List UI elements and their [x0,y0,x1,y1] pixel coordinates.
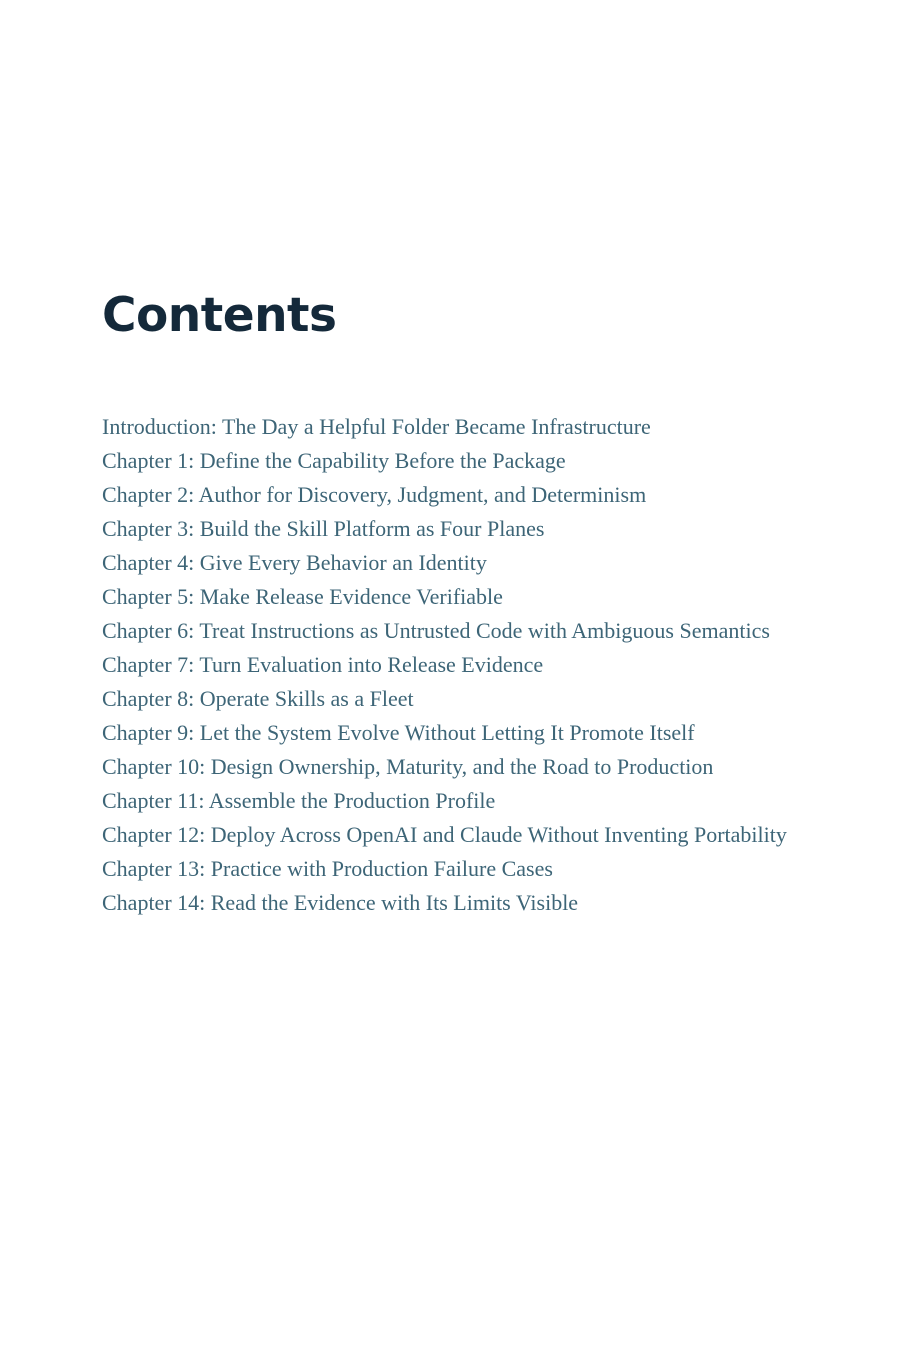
toc-link-chapter-1[interactable]: Chapter 1: Define the Capability Before the Package [102,448,566,473]
toc-link-chapter-14[interactable]: Chapter 14: Read the Evidence with Its Limits Visible [102,890,579,915]
table-of-contents [102,410,792,920]
toc-link-chapter-8[interactable]: Chapter 8: Operate Skills as a Fleet [102,686,414,711]
toc-link-chapter-11[interactable]: Chapter 11: Assemble the Production Profile [102,788,496,813]
toc-link-introduction[interactable]: Introduction: The Day a Helpful Folder Became Infrastructure [102,414,651,439]
toc-link-chapter-6[interactable]: Chapter 6: Treat Instructions as Untrusted Code with Ambiguous Semantics [102,618,770,643]
toc-link-chapter-9[interactable]: Chapter 9: Let the System Evolve Without Letting It Promote Itself [102,720,695,745]
toc-link-chapter-13[interactable]: Chapter 13: Practice with Production Failure Cases [102,856,553,881]
toc-link-chapter-4[interactable]: Chapter 4: Give Every Behavior an Identity [102,550,487,575]
toc-link-chapter-5[interactable]: Chapter 5: Make Release Evidence Verifiable [102,584,503,609]
toc-link-chapter-2[interactable]: Chapter 2: Author for Discovery, Judgment, and Determinism [102,482,647,507]
toc-link-chapter-10[interactable]: Chapter 10: Design Ownership, Maturity, and the Road to Production [102,754,714,779]
page-title: Contents [102,288,337,343]
toc-link-chapter-3[interactable]: Chapter 3: Build the Skill Platform as Four Planes [102,516,545,541]
toc-link-chapter-12[interactable]: Chapter 12: Deploy Across OpenAI and Claude Without Inventing Portability [102,822,787,847]
toc-link-chapter-7[interactable]: Chapter 7: Turn Evaluation into Release Evidence [102,652,544,677]
